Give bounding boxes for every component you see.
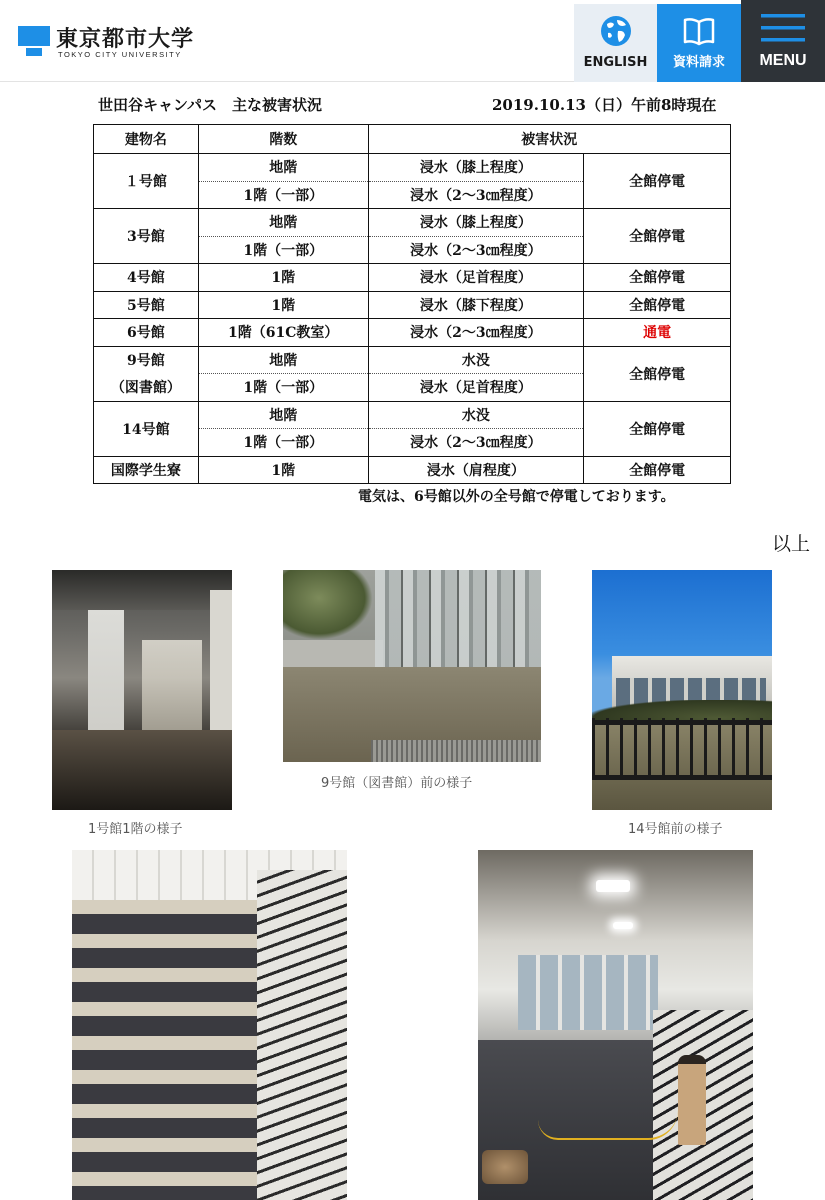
photo-hall-cleanup	[478, 850, 753, 1200]
power-cell: 全館停電	[584, 291, 731, 319]
damage-cell: 浸水（膝上程度）	[368, 209, 584, 237]
floor-cell: 1階	[198, 456, 368, 484]
table-row	[94, 154, 731, 182]
book-icon	[682, 16, 716, 46]
photo-fence	[592, 718, 772, 778]
request-label: 資料請求	[672, 55, 725, 70]
damage-cell: 水没	[368, 346, 584, 374]
power-cell: 全館停電	[584, 264, 731, 292]
photo-building14-front	[592, 570, 772, 810]
building-cell: 4号館	[94, 264, 199, 292]
power-cell: 全館停電	[584, 401, 731, 456]
floor-cell: 1階（一部）	[198, 374, 368, 402]
logo-mark-small	[26, 48, 42, 56]
power-cell: 全館停電	[584, 456, 731, 484]
damage-table	[93, 124, 731, 484]
building-cell: 5号館	[94, 291, 199, 319]
power-cell: 全館停電	[584, 346, 731, 401]
hamburger-icon	[761, 14, 805, 42]
english-button[interactable]	[574, 4, 657, 82]
photo-ceiling-light	[613, 922, 633, 929]
damage-cell: 浸水（肩程度）	[368, 456, 584, 484]
floor-cell: 地階	[198, 401, 368, 429]
photo-desks	[72, 900, 262, 1200]
caption-building1: 1号館1階の様子	[88, 822, 183, 837]
caption-building9: 9号館（図書館）前の様子	[321, 776, 473, 791]
photo-windows	[518, 955, 658, 1030]
building-cell: 9号館	[94, 346, 199, 374]
logo-text-ja: 東京都市大学	[56, 27, 195, 52]
floor-cell: 1階（一部）	[198, 181, 368, 209]
column-header: 建物名	[94, 125, 199, 154]
photo-machine	[482, 1150, 528, 1184]
photo-trees	[283, 570, 373, 640]
table-row	[94, 291, 731, 319]
report-date: 2019.10.13（日）午前8時現在	[492, 96, 717, 114]
photo-ceiling-light	[596, 880, 630, 892]
power-cell: 全館停電	[584, 154, 731, 209]
logo-mark	[18, 26, 50, 46]
floor-cell: 地階	[198, 209, 368, 237]
table-header-row	[94, 125, 731, 154]
building-cell: １号館	[94, 154, 199, 209]
photo-fence-rail	[592, 720, 772, 725]
floor-cell: 1階（61C教室）	[198, 319, 368, 347]
caption-building14: 14号館前の様子	[628, 822, 723, 837]
building-cell: 14号館	[94, 401, 199, 456]
floor-cell: 地階	[198, 154, 368, 182]
damage-cell: 浸水（足首程度）	[368, 374, 584, 402]
floor-cell: 1階（一部）	[198, 429, 368, 457]
photo-ceiling	[52, 570, 232, 610]
damage-cell: 浸水（膝上程度）	[368, 154, 584, 182]
photo-fence-rail	[592, 775, 772, 780]
table-row	[94, 209, 731, 237]
photo-corridor-light	[142, 640, 202, 730]
photo-worker	[678, 1055, 706, 1145]
photo-lecture-hall	[72, 850, 347, 1200]
building-cell: 国際学生寮	[94, 456, 199, 484]
table-row	[94, 346, 731, 374]
university-logo[interactable]	[18, 22, 195, 62]
report-title: 世田谷キャンパス 主な被害状況	[98, 96, 322, 114]
damage-cell: 浸水（2～3㎝程度）	[368, 236, 584, 264]
request-materials-button[interactable]	[657, 4, 741, 82]
damage-cell: 水没	[368, 401, 584, 429]
photo-cable	[538, 1110, 678, 1140]
table-row	[94, 319, 731, 347]
table-row	[94, 401, 731, 429]
menu-label: MENU	[759, 52, 807, 69]
damage-cell: 浸水（2～3㎝程度）	[368, 429, 584, 457]
photo-building9-front	[283, 570, 541, 762]
floor-cell: 1階	[198, 291, 368, 319]
globe-icon	[599, 14, 633, 48]
damage-cell: 浸水（膝下程度）	[368, 291, 584, 319]
column-header: 階数	[198, 125, 368, 154]
photo-wet-floor	[52, 730, 232, 810]
building-cell: 3号館	[94, 209, 199, 264]
logo-text-en: TOKYO CITY UNIVERSITY	[58, 50, 182, 59]
floor-cell: 地階	[198, 346, 368, 374]
menu-button[interactable]	[741, 0, 825, 82]
photo-stairs	[257, 870, 347, 1200]
damage-cell: 浸水（2～3㎝程度）	[368, 319, 584, 347]
power-cell: 全館停電	[584, 209, 731, 264]
floor-cell: 1階（一部）	[198, 236, 368, 264]
floor-cell: 1階	[198, 264, 368, 292]
power-cell-on: 通電	[584, 319, 731, 347]
table-row	[94, 264, 731, 292]
photo-wall	[283, 640, 383, 670]
power-outage-note: 電気は、6号館以外の全号館で停電しております。	[358, 489, 675, 505]
photo-building1-floor1	[52, 570, 232, 810]
site-header	[0, 0, 825, 82]
english-label: ENGLISH	[583, 55, 648, 70]
damage-cell: 浸水（2～3㎝程度）	[368, 181, 584, 209]
table-row	[94, 456, 731, 484]
closing-text: 以上	[772, 533, 811, 555]
column-header: 被害状況	[368, 125, 730, 154]
building-sub-cell: （図書館）	[94, 374, 199, 402]
photo-grate	[371, 740, 541, 762]
damage-cell: 浸水（足首程度）	[368, 264, 584, 292]
building-cell: 6号館	[94, 319, 199, 347]
